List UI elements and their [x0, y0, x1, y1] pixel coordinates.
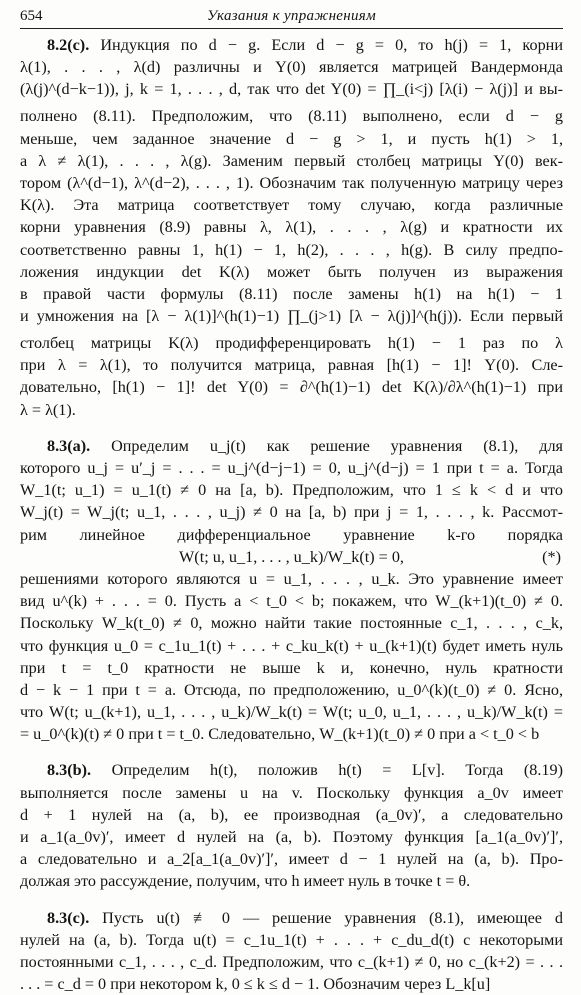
text-line-row: [20, 305, 563, 332]
text-line-row: [20, 354, 563, 376]
text-line: соответственно равны 1, h(1) − 1, h(2), . . . , h(g). В силу предпо-: [20, 240, 563, 259]
text-line: рим линейное дифференциальное уравнение k-го порядка: [20, 525, 563, 544]
text-line: K(λ). Эта матрица соответствует тому случаю, когда различные: [20, 196, 563, 215]
text-line: Пусть u(t) ≢ 0 — решение уравнения (8.1), имеющее d: [89, 908, 563, 927]
text-line: d + 1 нулей на (a, b), ее производная (a_0v)′, а следовательно: [20, 805, 563, 824]
text-line-row: [20, 501, 563, 523]
text-line-row: [20, 172, 563, 194]
text-line: . . . = c_d = 0 при некотором k, 0 ≤ k ≤ d − 1. Обозначим через L_k[u]: [20, 975, 491, 994]
text-line: при λ = λ(1), то получится матрица, равная [h(1) − 1]! Y(0). Сле-: [20, 356, 563, 375]
text-line-row: [20, 701, 563, 723]
text-line: Определим h(t), положив h(t) = L[v]. Тогда (8.19): [91, 761, 563, 780]
text-line-row: [20, 56, 563, 78]
text-line-row: [20, 929, 563, 951]
text-line-row: [20, 590, 563, 612]
exercise-label: 8.3(b).: [47, 761, 92, 780]
text-line: и умножения на [λ − λ(1)]^(h(1)−1) ∏_(j>1) [λ − λ(j)]^(h(j)). Если первый: [20, 307, 563, 326]
text-line-row: [20, 951, 563, 973]
text-line-row: [20, 435, 563, 457]
text-line: корни уравнения (8.9) равны λ, λ(1), . . . , λ(g) и кратности их: [20, 218, 563, 237]
text-line: а λ ≠ λ(1), . . . , λ(g). Заменим первый столбец матрицы Y(0) век-: [20, 151, 563, 170]
text-line: вид u^(k) + . . . = 0. Пусть a < t_0 < b; покажем, что W_(k+1)(t_0) ≠ 0.: [20, 592, 563, 611]
text-line: Индукция по d − g. Если d − g = 0, то h(j) = 1, корни: [89, 36, 563, 54]
text-line-row: [20, 194, 563, 216]
text-line: выполняется после замены u на v. Поскольку функция a_0v имеет: [20, 783, 563, 802]
exercise-hint-8-2c: [20, 34, 563, 421]
text-line: тором (λ^(d−1), λ^(d−2), . . . , 1). Обозначим так полученную матрицу через: [20, 173, 563, 192]
page-number: 654: [20, 8, 43, 24]
text-line-row: [20, 635, 563, 657]
text-line: полнено (8.11). Предположим, что (8.11) выполнено, если d − g: [20, 107, 563, 126]
text-line: меньше, чем заданное значение d − g > 1, и пусть h(1) > 1,: [20, 129, 563, 148]
exercise-label: 8.2(c).: [47, 36, 90, 54]
text-line: столбец матрицы K(λ) продифференцировать h(1) − 1 раз по λ: [20, 334, 563, 353]
text-line-row: [20, 216, 563, 238]
text-line: и a_1(a_0v)′, имеет d нулей на (a, b). Поэтому функция [a_1(a_0v)′]′,: [20, 828, 563, 846]
text-line: W_j(t) = W_j(t; u_1, . . . , u_j) ≠ 0 на [a, b) при j = 1, . . . , k. Рассмот-: [20, 503, 563, 522]
text-line: а следовательно и a_2[a_1(a_0v)′]′, имеет d − 1 нулей на (a, b). Про-: [20, 850, 563, 869]
text-line: при t = t_0 кратности не выше k и, конечно, нуль кратности: [20, 658, 563, 677]
text-line: что функция u_0 = c_1u_1(t) + . . . + c_ku_k(t) + u_(k+1)(t) будет иметь нуль: [20, 636, 563, 655]
text-line: постоянными c_1, . . . , c_d. Предположим, что c_(k+1) ≠ 0, но c_(k+2) = . . .: [20, 952, 563, 971]
text-line: нулей на (a, b). Тогда u(t) = c_1u_1(t) + . . . + c_du_d(t) с некоторыми: [20, 930, 563, 949]
text-line-row: [20, 973, 563, 995]
text-line-row: [20, 657, 563, 679]
text-line-row: [20, 34, 563, 56]
text-line-row: [20, 376, 563, 398]
text-line: ложения индукции det K(λ) может быть получен из выражения: [20, 262, 563, 281]
text-line-row: [20, 568, 563, 590]
text-line-row: [20, 399, 563, 421]
exercise-label: 8.3(c).: [47, 908, 90, 927]
text-line: λ(1), . . . , λ(d) различны и Y(0) является матрицей Вандермонда: [20, 58, 563, 77]
text-line-row: [20, 150, 563, 172]
text-line: = u_0^(k)(t) ≠ 0 при t = t_0. Следовательно, W_(k+1)(t_0) ≠ 0 при a < t_0 < b: [20, 725, 540, 744]
exercise-hint-8-3c: [20, 907, 563, 995]
text-line: Определим u_j(t) как решение уравнения (8.1), для: [90, 436, 563, 455]
exercise-hint-8-3b: [20, 759, 563, 892]
text-line-row: [20, 283, 563, 305]
page-body: [20, 34, 563, 995]
text-line-row: [20, 105, 563, 127]
text-line-row: [20, 826, 563, 848]
text-line-row: [20, 907, 563, 929]
text-line-row: [20, 261, 563, 283]
text-line: должая это рассуждение, получим, что h имеет нуль в точке t = θ.: [20, 872, 471, 891]
text-line: W_1(t; u_1) = u_1(t) ≠ 0 на [a, b). Предположим, что 1 ≤ k < d и что: [20, 481, 563, 500]
text-line: λ = λ(1).: [20, 400, 76, 419]
display-equation: [20, 546, 563, 568]
text-line-row: [20, 723, 563, 745]
text-line-row: [20, 457, 563, 479]
text-line-row: [20, 804, 563, 826]
text-line: d − k − 1 при t = a. Отсюда, по предположению, u_0^(k)(t_0) ≠ 0. Ясно,: [20, 680, 563, 699]
text-line-row: [20, 612, 563, 634]
text-line-row: [20, 782, 563, 804]
text-line-row: [20, 128, 563, 150]
text-line-row: [20, 239, 563, 261]
exercise-hint-8-3a: [20, 435, 563, 746]
running-header: [20, 6, 563, 29]
text-line-row: [20, 78, 563, 105]
text-line-row: [20, 870, 563, 892]
text-line: что W(t; u_(k+1), u_1, . . . , u_k)/W_k(t) = W(t; u_0, u_1, . . . , u_k)/W_k(t) =: [20, 703, 563, 722]
text-line-row: [20, 679, 563, 701]
text-line: которого u_j = u′_j = . . . = u_j^(d−j−1) = 0, u_j^(d−j) = 1 при t = a. Тогда: [20, 459, 563, 477]
text-line-row: [20, 524, 563, 546]
text-line-row: [20, 332, 563, 354]
text-line: в правой части формулы (8.11) после замены h(1) на h(1) − 1: [20, 284, 563, 303]
text-line-row: [20, 479, 563, 501]
text-line-row: [20, 759, 563, 781]
text-line: решениями которого являются u = u_1, . . . , u_k. Это уравнение имеет: [20, 569, 563, 588]
equation-text: W(t; u, u_1, . . . , u_k)/W_k(t) = 0,: [179, 547, 404, 566]
equation-tag: (*): [542, 547, 561, 566]
text-line: Поскольку W_k(t_0) ≠ 0, можно найти такие постоянные c_1, . . . , c_k,: [20, 614, 563, 633]
exercise-label: 8.3(a).: [47, 436, 91, 455]
running-title: Указания к упражнениям: [207, 8, 376, 24]
text-line: (λ(j)^(d−k−1)), j, k = 1, . . . , d, так что det Y(0) = ∏_(i<j) [λ(i) − λ(j)] и вы-: [20, 80, 563, 99]
text-line: довательно, [h(1) − 1]! det Y(0) = ∂^(h(1)−1) det K(λ)/∂λ^(h(1)−1) при: [20, 378, 563, 397]
text-line-row: [20, 848, 563, 870]
